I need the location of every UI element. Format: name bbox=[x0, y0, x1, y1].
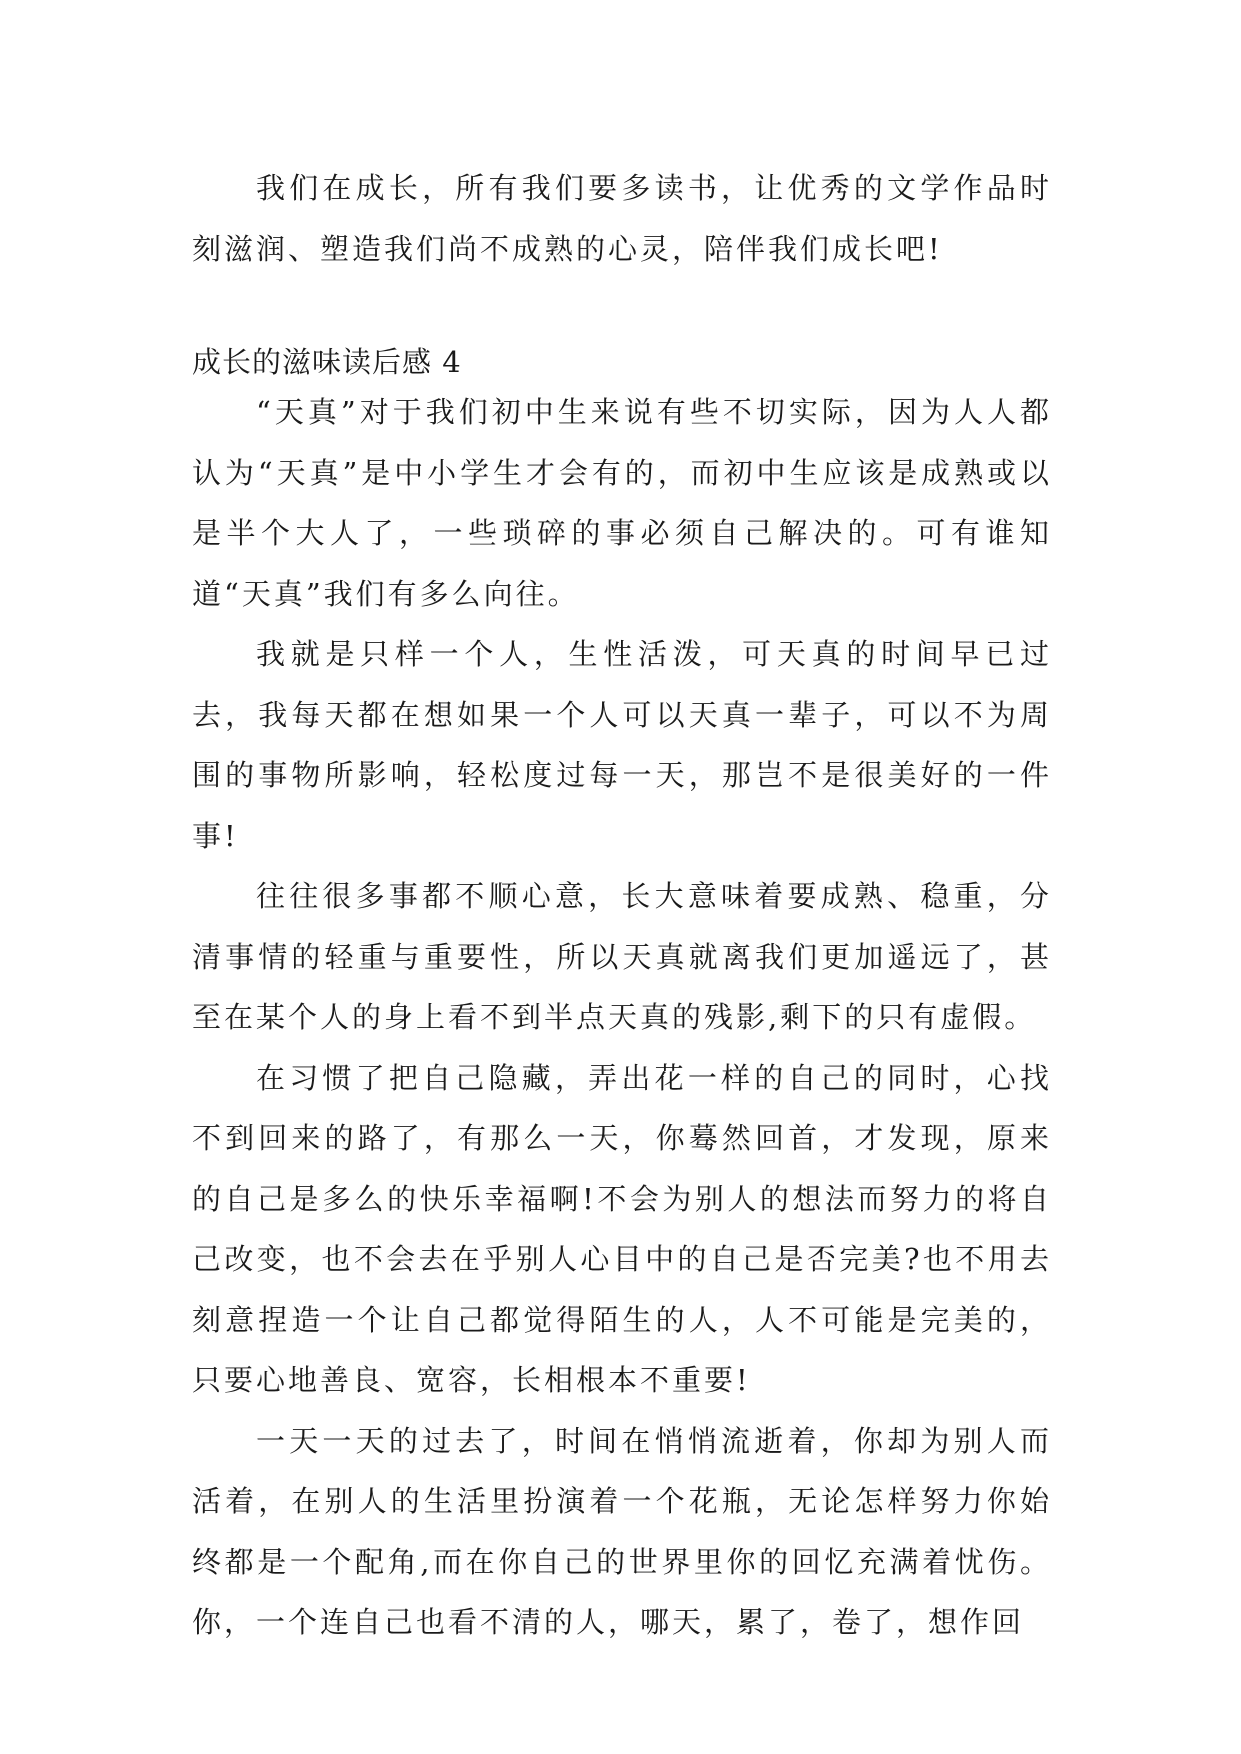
body-paragraph-2: 我就是只样一个人，生性活泼，可天真的时间早已过去，我每天都在想如果一个人可以天真一辈子，可以不为周围的事物所影响，轻松度过每一天，那岂不是很美好的一件事! bbox=[192, 637, 1052, 853]
body-section bbox=[192, 382, 1052, 1653]
body-paragraph-5: 一天一天的过去了，时间在悄悄流逝着，你却为别人而活着，在别人的生活里扮演着一个花瓶，无论怎样努力你始终都是一个配角,而在你自己的世界里你的回忆充满着忧伤。你，一个连自己也看不清的人，哪天，累了，卷了，想作回 bbox=[192, 1423, 1052, 1639]
body-paragraph-1: “天真”对于我们初中生来说有些不切实际，因为人人都认为“天真”是中小学生才会有的，而初中生应该是成熟或以是半个大人了，一些琐碎的事必须自己解决的。可有谁知道“天真”我们有多么向往。 bbox=[192, 395, 1052, 611]
section-title: 成长的滋味读后感 4 bbox=[192, 345, 462, 379]
body-paragraph-4: 在习惯了把自己隐藏，弄出花一样的自己的同时，心找不到回来的路了，有那么一天，你蓦然回首，才发现，原来的自己是多么的快乐幸福啊!不会为别人的想法而努力的将自己改变，也不会去在乎别人心目中的自己是否完美?也不用去刻意捏造一个让自己都觉得陌生的人，人不可能是完美的，只要心地善良、宽容，长相根本不重要! bbox=[192, 1060, 1052, 1397]
body-paragraph-3: 往往很多事都不顺心意，长大意味着要成熟、稳重，分清事情的轻重与重要性，所以天真就离我们更加遥远了，甚至在某个人的身上看不到半点天真的残影,剩下的只有虚假。 bbox=[192, 879, 1052, 1034]
intro-paragraph: 我们在成长，所有我们要多读书，让优秀的文学作品时刻滋润、塑造我们尚不成熟的心灵，陪伴我们成长吧! bbox=[192, 171, 1052, 266]
intro-section bbox=[192, 158, 1052, 279]
